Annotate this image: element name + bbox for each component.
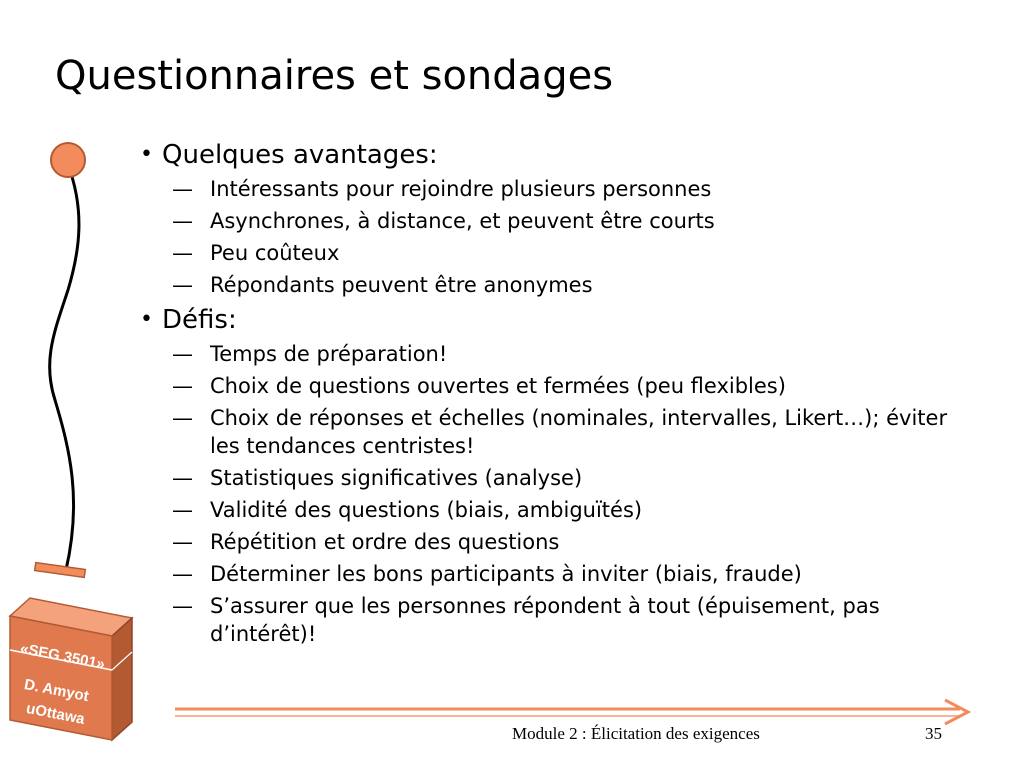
bullet-icon: • [140, 307, 153, 332]
bullet-icon: • [140, 142, 153, 167]
list-item: — Statistiques significatives (analyse) [172, 466, 583, 490]
dash-icon: — [172, 530, 193, 554]
slide-content [140, 138, 980, 652]
dash-icon: — [172, 241, 193, 265]
university-label: uOttawa [24, 700, 87, 728]
base-bar [35, 563, 86, 578]
list-item: — Choix de réponses et échelles (nominales, intervalles, Likert…); éviter les tendances centristes! [172, 406, 948, 458]
list-item: — Peu coûteux [172, 241, 340, 265]
section-heading-challenges: • Défis: [140, 305, 237, 335]
list-item: — Intéressants pour rejoindre plusieurs personnes [172, 177, 712, 201]
dash-icon: — [172, 498, 193, 522]
slide-title: Questionnaires et sondages [55, 53, 614, 99]
footer-arrow [175, 700, 968, 724]
ball-icon [51, 143, 85, 177]
dash-icon: — [172, 466, 193, 490]
dash-icon: — [172, 374, 193, 398]
dash-icon: — [172, 406, 193, 430]
dash-icon: — [172, 177, 193, 201]
section-heading-advantages: • Quelques avantages: [140, 140, 438, 170]
dash-icon: — [172, 342, 193, 366]
dash-icon: — [172, 562, 193, 586]
footer-module-title: Module 2 : Élicitation des exigences [512, 724, 760, 743]
list-item: — Validité des questions (biais, ambiguïtés) [172, 498, 643, 522]
list-item: — Choix de questions ouvertes et fermées (peu flexibles) [172, 374, 786, 398]
list-item: — Temps de préparation! [172, 342, 448, 366]
course-code-label: «SEG 3501» [18, 640, 107, 674]
list-item: — Répondants peuvent être anonymes [172, 273, 593, 297]
dash-icon: — [172, 594, 193, 618]
list-item: — Asynchrones, à distance, et peuvent être courts [172, 209, 715, 233]
page-number: 35 [925, 724, 942, 743]
dash-icon: — [172, 273, 193, 297]
dash-icon: — [172, 209, 193, 233]
wire-line [50, 165, 79, 570]
list-item: — S’assurer que les personnes répondent à tout (épuisement, pas d’intérêt)! [172, 594, 880, 646]
list-item: — Déterminer les bons participants à inviter (biais, fraude) [172, 562, 802, 586]
author-label: D. Amyot [22, 676, 91, 706]
list-item: — Répétition et ordre des questions [172, 530, 560, 554]
